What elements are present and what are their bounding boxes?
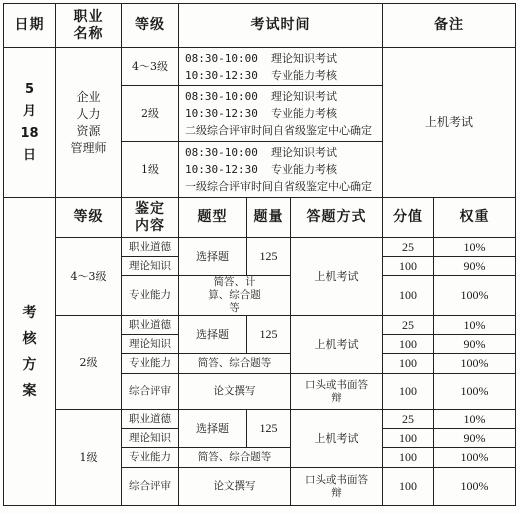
- plan-header-score: 分值: [383, 198, 434, 238]
- time-line: [185, 105, 382, 122]
- time-line: [185, 161, 382, 178]
- plan-method: [291, 468, 383, 506]
- time-text: 理论知识考试: [271, 51, 337, 65]
- profession-line: 管理师: [70, 140, 107, 155]
- plan-type: [179, 276, 291, 316]
- plan-type: 选择题: [179, 410, 247, 448]
- plan-header-level: 等级: [56, 198, 122, 238]
- side-char: 方: [22, 356, 37, 373]
- plan-score: 100: [383, 448, 434, 468]
- plan-type: 简答、综合题等: [179, 448, 291, 468]
- plan-count: 125: [247, 316, 291, 354]
- time-text: 一级综合评审时间自省级鉴定中心确定: [185, 180, 372, 193]
- plan-method-text: 口头或书面答辩: [305, 378, 368, 404]
- date-line: 18: [20, 125, 39, 141]
- date-line: 月: [22, 103, 36, 119]
- header-profession: [56, 4, 122, 48]
- plan-content: 理论知识: [122, 257, 179, 276]
- time-line: [185, 122, 382, 139]
- plan-weight: 10%: [434, 316, 516, 335]
- plan-header-method: 答题方式: [291, 198, 383, 238]
- plan-weight: 100%: [434, 448, 516, 468]
- plan-content: 理论知识: [122, 429, 179, 448]
- schedule-note: 上机考试: [383, 48, 516, 198]
- header-profession-text: 职业名称: [73, 8, 104, 42]
- profession-line: 企业: [76, 89, 101, 104]
- plan-weight: 100%: [434, 354, 516, 374]
- plan-score: 100: [383, 374, 434, 410]
- schedule-row-1: [4, 48, 516, 86]
- exam-schedule-table: [3, 3, 516, 506]
- plan-weight: 100%: [434, 468, 516, 506]
- plan-score: 25: [383, 316, 434, 335]
- header-level: 等级: [122, 4, 179, 48]
- plan-content: 综合评审: [122, 374, 179, 410]
- plan-side-label: [4, 198, 56, 506]
- plan-score: 100: [383, 429, 434, 448]
- plan-type: 简答、综合题等: [179, 354, 291, 374]
- plan-type-text: 简答、计算、综合题等: [208, 276, 261, 314]
- time-text: 专业能力考核: [271, 163, 337, 176]
- plan-weight: 100%: [434, 276, 516, 316]
- time-value: 08:30-10:00: [185, 90, 258, 103]
- date-line: 5: [24, 81, 35, 97]
- schedule-times: [179, 48, 383, 86]
- plan-weight: 100%: [434, 374, 516, 410]
- plan-content: 专业能力: [122, 276, 179, 316]
- exam-date: [4, 48, 56, 198]
- plan-count: 125: [247, 238, 291, 276]
- plan-method: 上机考试: [291, 410, 383, 468]
- time-line: [185, 50, 382, 67]
- plan-weight: 90%: [434, 429, 516, 448]
- plan-content: 理论知识: [122, 335, 179, 354]
- plan-type: 选择题: [179, 316, 247, 354]
- plan-count: 125: [247, 410, 291, 448]
- plan-score: 100: [383, 468, 434, 506]
- time-value: 10:30-12:30: [185, 107, 258, 120]
- plan-type: 论文撰写: [179, 374, 291, 410]
- plan-header-type: 题型: [179, 198, 247, 238]
- date-line: 日: [22, 147, 36, 163]
- plan-header-row: [4, 198, 516, 238]
- time-text: 理论知识考试: [271, 90, 337, 103]
- time-line: [185, 67, 382, 84]
- time-line: [185, 178, 382, 195]
- plan-score: 100: [383, 276, 434, 316]
- time-value: 08:30-10:00: [185, 146, 258, 159]
- plan-method: 上机考试: [291, 316, 383, 374]
- plan-method-text: 口头或书面答辩: [305, 473, 368, 499]
- header-date: 日期: [4, 4, 56, 48]
- plan-weight: 10%: [434, 410, 516, 429]
- header-row: [4, 4, 516, 48]
- time-text: 理论知识考试: [271, 146, 337, 159]
- time-value: 10:30-12:30: [185, 163, 258, 176]
- side-char: 核: [22, 330, 37, 347]
- schedule-level: 2级: [122, 86, 179, 142]
- plan-score: 100: [383, 257, 434, 276]
- plan-content: 综合评审: [122, 468, 179, 506]
- time-text: 专业能力考核: [271, 107, 337, 120]
- side-char: 考: [22, 304, 37, 321]
- header-exam-time: 考试时间: [179, 4, 383, 48]
- plan-score: 100: [383, 335, 434, 354]
- profession-line: 人力: [76, 106, 101, 121]
- plan-level: 1级: [56, 410, 122, 506]
- plan-row: [4, 410, 516, 429]
- plan-method: 上机考试: [291, 238, 383, 316]
- plan-row: [4, 238, 516, 257]
- time-text: 专业能力考核: [271, 68, 337, 82]
- time-line: [185, 88, 382, 105]
- side-char: 案: [22, 382, 37, 399]
- time-text: 二级综合评审时间自省级鉴定中心确定: [185, 124, 372, 137]
- plan-content: 专业能力: [122, 354, 179, 374]
- time-value: 10:30-12:30: [185, 68, 258, 82]
- plan-score: 25: [383, 410, 434, 429]
- plan-level: 2级: [56, 316, 122, 410]
- time-line: [185, 144, 382, 161]
- plan-row: [4, 316, 516, 335]
- header-note: 备注: [383, 4, 516, 48]
- time-value: 08:30-10:00: [185, 51, 258, 65]
- plan-type: 论文撰写: [179, 468, 291, 506]
- schedule-times: [179, 86, 383, 142]
- plan-header-content-text: 鉴定内容: [135, 200, 165, 234]
- plan-header-count: 题量: [247, 198, 291, 238]
- plan-content: 职业道德: [122, 410, 179, 429]
- plan-content: 专业能力: [122, 448, 179, 468]
- schedule-times: [179, 142, 383, 198]
- plan-header-content: [122, 198, 179, 238]
- plan-weight: 90%: [434, 257, 516, 276]
- plan-content: 职业道德: [122, 316, 179, 335]
- plan-level: 4～3级: [56, 238, 122, 316]
- plan-content: 职业道德: [122, 238, 179, 257]
- plan-score: 25: [383, 238, 434, 257]
- plan-weight: 90%: [434, 335, 516, 354]
- schedule-level: 4～3级: [122, 48, 179, 86]
- schedule-level: 1级: [122, 142, 179, 198]
- profession-line: 资源: [76, 123, 101, 138]
- plan-score: 100: [383, 354, 434, 374]
- plan-type: 选择题: [179, 238, 247, 276]
- plan-weight: 10%: [434, 238, 516, 257]
- profession-name: [56, 48, 122, 198]
- plan-header-weight: 权重: [434, 198, 516, 238]
- plan-method: [291, 374, 383, 410]
